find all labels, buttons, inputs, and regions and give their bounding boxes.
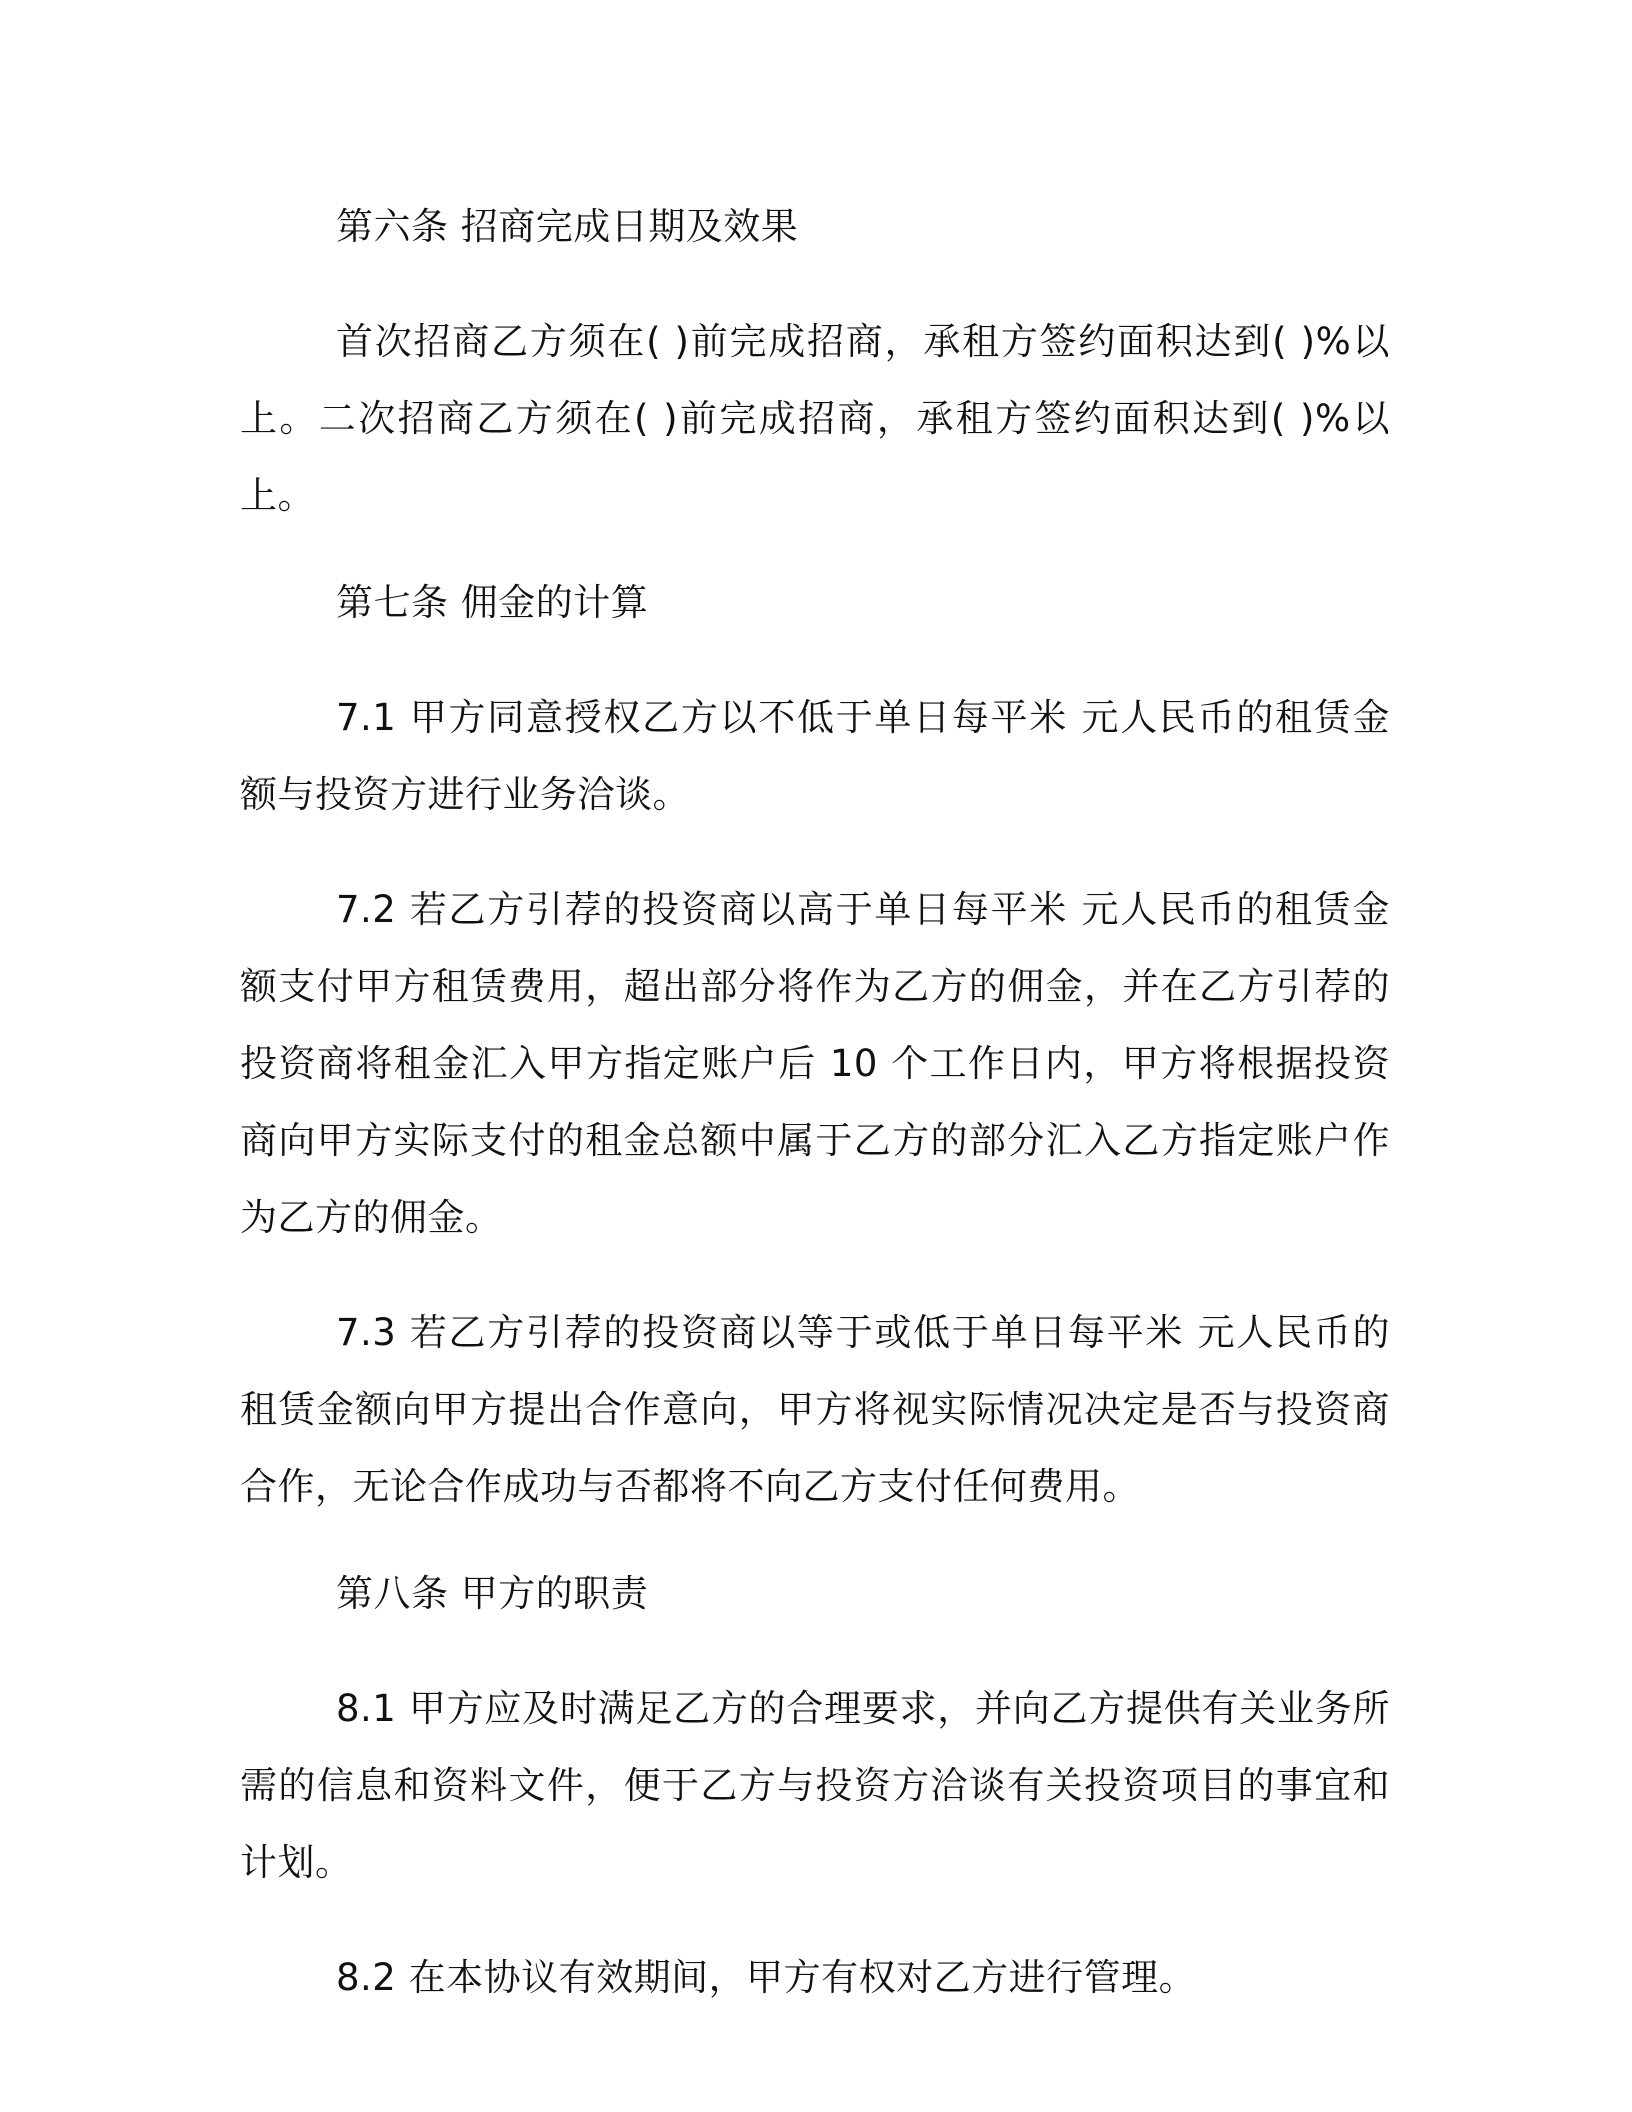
clause-7-1: 7.1 甲方同意授权乙方以不低于单日每平米 元人民币的租赁金额与投资方进行业务洽谈。 bbox=[240, 696, 1390, 816]
article-6-paragraph: 首次招商乙方须在( )前完成招商，承租方签约面积达到( )%以上。二次招商乙方须在( )前完成招商，承租方签约面积达到( )%以上。 bbox=[240, 320, 1390, 517]
clause-8-1: 8.1 甲方应及时满足乙方的合理要求，并向乙方提供有关业务所需的信息和资料文件，便于乙方与投资方洽谈有关投资项目的事宜和计划。 bbox=[240, 1687, 1390, 1884]
clause-8-2: 8.2 在本协议有效期间，甲方有权对乙方进行管理。 bbox=[336, 1956, 1197, 1999]
clause-7-2: 7.2 若乙方引荐的投资商以高于单日每平米 元人民币的租赁金额支付甲方租赁费用，超出部分将作为乙方的佣金，并在乙方引荐的投资商将租金汇入甲方指定账户后 10 个工作日内，甲方将根据投资商向甲方实际支付的租金总额中属于乙方的部分汇入乙方指定账户作为乙方的佣金。 bbox=[240, 888, 1390, 1239]
article-7-heading: 第七条 佣金的计算 bbox=[336, 581, 649, 624]
article-8-heading: 第八条 甲方的职责 bbox=[336, 1572, 649, 1615]
clause-7-3: 7.3 若乙方引荐的投资商以等于或低于单日每平米 元人民币的租赁金额向甲方提出合作意向，甲方将视实际情况决定是否与投资商合作，无论合作成功与否都将不向乙方支付任何费用。 bbox=[240, 1311, 1390, 1508]
article-6-heading: 第六条 招商完成日期及效果 bbox=[336, 205, 799, 248]
document-body bbox=[240, 188, 1390, 2016]
